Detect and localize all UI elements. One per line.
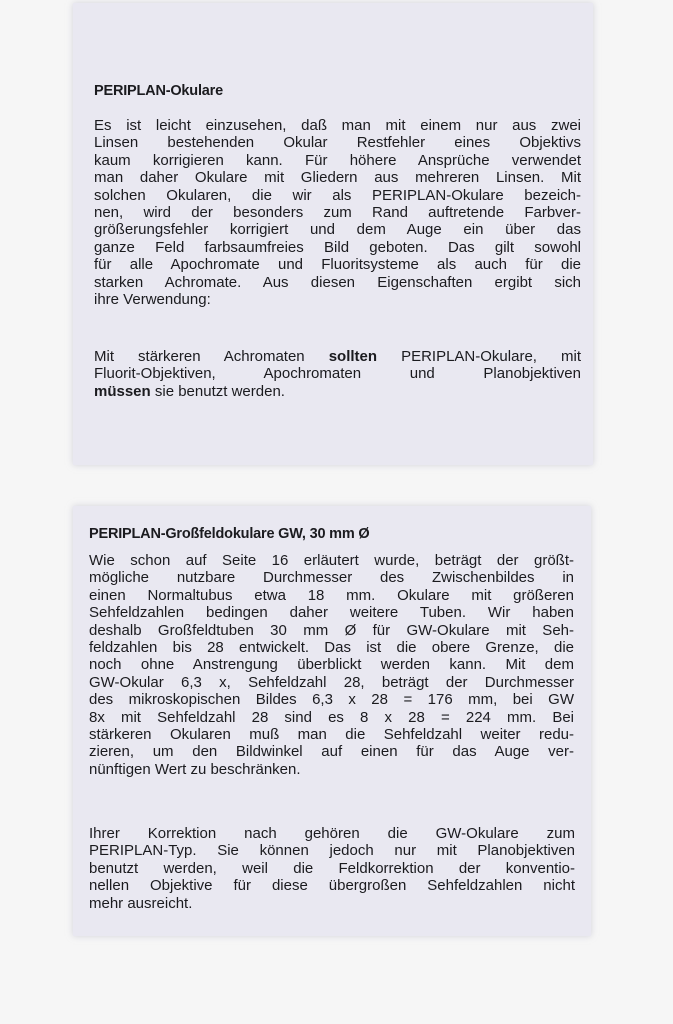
text-run: Mit stärkeren Achromaten: [94, 348, 329, 365]
text-line: 8x mit Sehfeldzahl 28 sind es 8 x 28 = 224 mm. Bei: [89, 708, 574, 726]
text-line: Fluorit-Objektiven, Apochromaten und Planobjektiven: [94, 365, 581, 383]
clipping-grossfeldokulare: [73, 506, 591, 936]
text-line: deshalb Großfeldtuben 30 mm Ø für GW-Okulare mit Seh-: [89, 621, 574, 639]
text-line: ihre Verwendung:: [94, 290, 211, 308]
text-line: nen, wird der besonders zum Rand auftretende Farbver-: [94, 203, 581, 221]
text-line: ganze Feld farbsaumfreies Bild geboten. Das gilt sowohl: [94, 238, 581, 256]
text-run: PERIPLAN-Okulare, mit: [377, 348, 581, 365]
text-line: starken Achromate. Aus diesen Eigenschaften ergibt sich: [94, 273, 581, 291]
text-line: des mikroskopischen Bildes 6,3 x 28 = 176 mm, bei GW: [89, 691, 574, 709]
paragraph-intro: [94, 117, 581, 308]
text-line: Linsen bestehenden Okular Restfehler eines Objektivs: [94, 134, 581, 152]
text-line: nellen Objektive für diese übergroßen Sehfeldzahlen nicht: [89, 877, 575, 895]
text-line: einen Normaltubus etwa 18 mm. Okulare mit größeren: [89, 586, 574, 604]
text-line: mehr ausreicht.: [89, 894, 193, 912]
text-line: man daher Okulare mit Gliedern aus mehreren Linsen. Mit: [94, 169, 581, 187]
text-line: Wie schon auf Seite 16 erläutert wurde, beträgt der größt-: [89, 552, 574, 569]
paragraph-grossfeld: [89, 552, 574, 778]
text-line: mögliche nutzbare Durchmesser des Zwischenbildes in: [89, 569, 574, 587]
text-line: noch ohne Anstrengung überblickt werden kann. Mit dem: [89, 656, 574, 674]
text-line: feldzahlen bis 28 entwickelt. Das ist die obere Grenze, die: [89, 638, 574, 656]
text-line: PERIPLAN-Typ. Sie können jedoch nur mit Planobjektiven: [89, 842, 575, 860]
text-line: zieren, um den Bildwinkel auf einen für das Auge ver-: [89, 743, 574, 761]
paragraph-korrektion: [89, 825, 575, 912]
text-line: Sehfeldzahlen bedingen daher weitere Tuben. Wir haben: [89, 604, 574, 622]
text-line: für alle Apochromate und Fluoritsysteme als auch für die: [94, 256, 581, 274]
text-line: stärkeren Okularen muß man die Sehfeldzahl weiter redu-: [89, 725, 574, 743]
paragraph-usage: [94, 348, 581, 400]
text-line: kaum korrigieren kann. Für höhere Ansprüche verwendet: [94, 151, 581, 169]
text-line: Ihrer Korrektion nach gehören die GW-Okulare zum: [89, 825, 575, 842]
emphasis-muessen: müssen: [94, 382, 151, 400]
clipping-periplan-okulare: [73, 3, 593, 465]
emphasis-sollten: sollten: [328, 348, 378, 365]
text-line: solchen Okularen, die wir als PERIPLAN-Okulare bezeich-: [94, 186, 581, 204]
text-line: größerungsfehler korrigiert und dem Auge ein über das: [94, 221, 581, 239]
section-heading: PERIPLAN-Großfeldokulare GW, 30 mm Ø: [89, 526, 370, 542]
text-line: [94, 348, 581, 365]
text-line: GW-Okular 6,3 x, Sehfeldzahl 28, beträgt der Durchmesser: [89, 673, 574, 691]
text-line: [94, 383, 581, 400]
text-run: sie benutzt werden.: [150, 382, 285, 400]
section-heading: PERIPLAN-Okulare: [94, 83, 223, 99]
text-line: Es ist leicht einzusehen, daß man mit einem nur aus zwei: [94, 117, 581, 134]
text-line: benutzt werden, weil die Feldkorrektion der konventio-: [89, 859, 575, 877]
text-line: nünftigen Wert zu beschränken.: [89, 760, 301, 778]
